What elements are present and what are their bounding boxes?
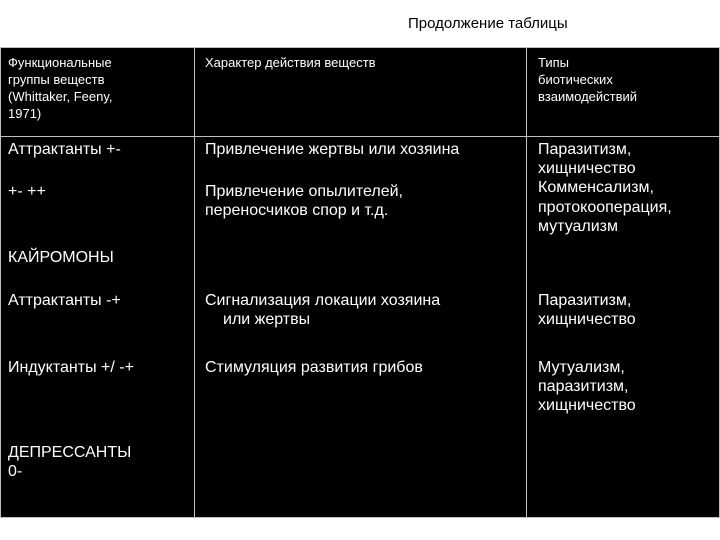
cell-inductants: Индуктанты +/ -+ <box>8 359 134 376</box>
cell-pollinators: Привлечение опылителей, переносчиков спор и т.д. <box>205 183 403 220</box>
cell-pm-pp: +- ++ <box>8 183 46 200</box>
cell-interactions-3: Мутуализм, паразитизм, хищничество <box>538 359 636 415</box>
data-table <box>0 47 720 518</box>
header-divider <box>1 136 719 137</box>
header-col-functional-groups: Функциональные группы веществ (Whittaker, Feeny, 1971) <box>8 55 113 121</box>
cell-interactions-2: Паразитизм, хищничество <box>538 292 636 329</box>
table-caption: Продолжение таблицы <box>408 15 568 32</box>
cell-fungi: Стимуляция развития грибов <box>205 359 423 376</box>
cell-interactions-1: Паразитизм, хищничество Комменсализм, протокооперация, мутуализм <box>538 141 672 235</box>
header-col-interaction-types: Типы биотических взаимодействий <box>538 55 638 104</box>
cell-attractants-mp: Аттрактанты -+ <box>8 292 121 309</box>
column-divider-2 <box>526 48 527 517</box>
column-divider-1 <box>194 48 195 517</box>
cell-prey-host: Привлечение жертвы или хозяина <box>205 141 460 158</box>
cell-signaling: Сигнализация локации хозяина или жертвы <box>205 292 441 329</box>
cell-kairomones: КАЙРОМОНЫ <box>8 249 114 266</box>
cell-depressants: ДЕПРЕССАНТЫ 0- <box>8 444 132 481</box>
header-col-action-type: Характер действия веществ <box>205 55 376 70</box>
cell-attractants-pm: Аттрактанты +- <box>8 141 121 158</box>
